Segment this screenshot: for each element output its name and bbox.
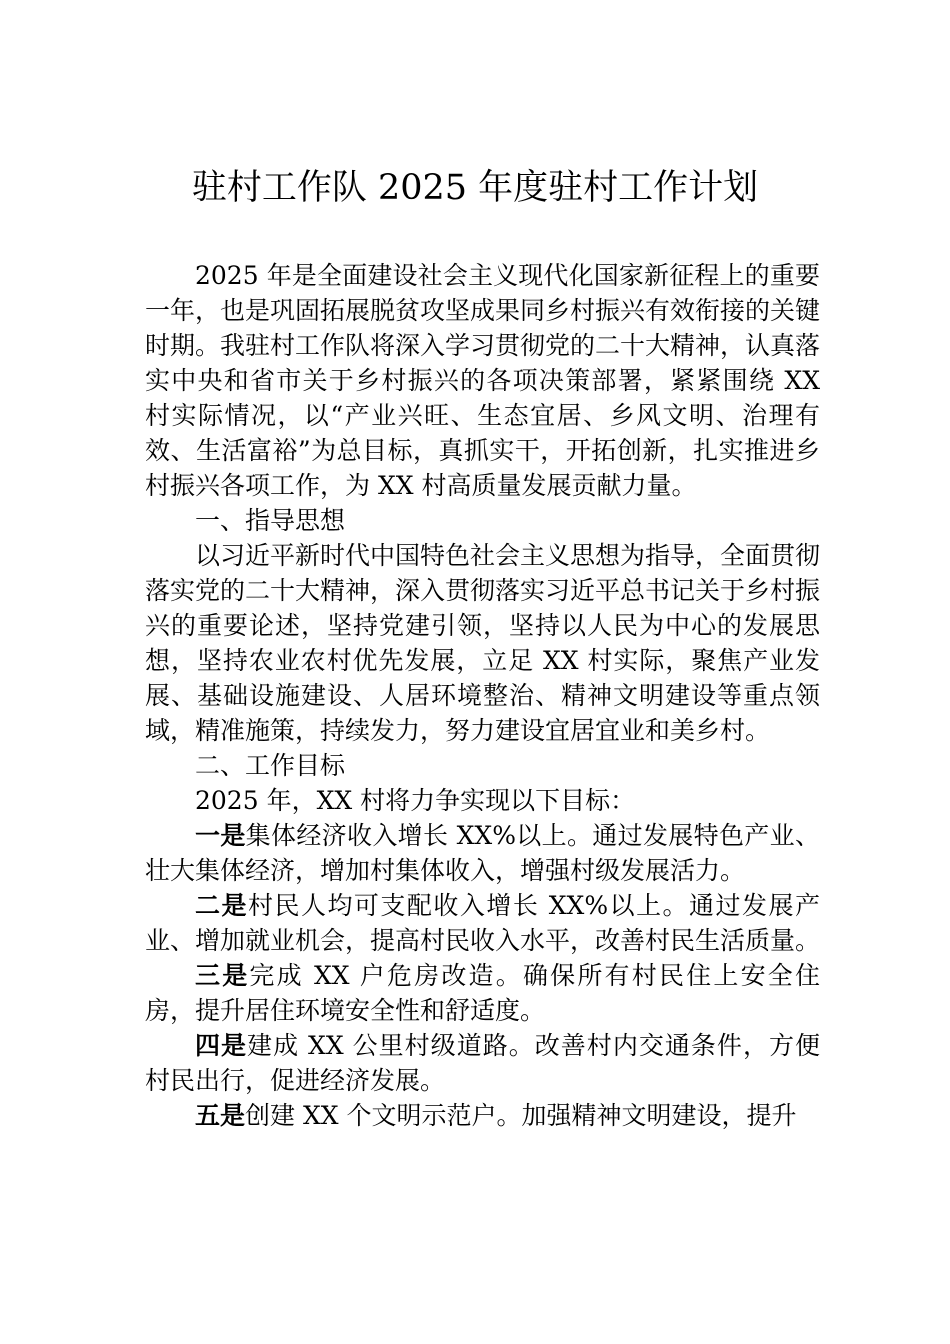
section-heading-work-goals: 二、工作目标	[195, 751, 346, 780]
goal-text: 集体经济收入增长 XX%以上。通过发展特色产业、壮大集体经济，增加村集体收入，增强村级发展活力。	[145, 821, 820, 885]
guiding-ideology-paragraph: 以习近平新时代中国特色社会主义思想为指导，全面贯彻落实党的二十大精神，深入贯彻落实习近平总书记关于乡村振兴的重要论述，坚持党建引领，坚持以人民为中心的发展思想，坚持农业农村优先发展，立足 XX 村实际，聚焦产业发展、基础设施建设、人居环境整治、精神文明建设等重点领域，精准施策，持续发力，努力建设宜居宜业和美乡村。	[145, 541, 821, 745]
goal-text: 完成 XX 户危房改造。确保所有村民住上安全住房，提升居住环境安全性和舒适度。	[145, 961, 820, 1025]
document-body	[145, 258, 820, 1133]
intro-paragraph: 2025 年是全面建设社会主义现代化国家新征程上的重要一年，也是巩固拓展脱贫攻坚成果同乡村振兴有效衔接的关键时期。我驻村工作队将深入学习贯彻党的二十大精神，认真落实中央和省市关于乡村振兴的各项决策部署，紧紧围绕 XX 村实际情况，以“产业兴旺、生态宜居、乡风文明、治理有效、生活富裕”为总目标，真抓实干，开拓创新，扎实推进乡村振兴各项工作，为 XX 村高质量发展贡献力量。	[145, 261, 821, 500]
goal-item	[145, 818, 820, 888]
goal-lead: 四是	[195, 1031, 248, 1060]
goal-lead: 二是	[195, 891, 248, 920]
goal-text: 创建 XX 个文明示范户。加强精神文明建设，提升	[245, 1101, 797, 1130]
goal-item	[145, 958, 820, 1028]
goal-text: 建成 XX 公里村级道路。改善村内交通条件，方便村民出行，促进经济发展。	[145, 1031, 820, 1095]
goal-item	[145, 888, 820, 958]
goal-item	[145, 1098, 820, 1133]
section-heading-guiding-ideology: 一、指导思想	[195, 506, 346, 535]
goal-item	[145, 1028, 820, 1098]
goal-text: 村民人均可支配收入增长 XX%以上。通过发展产业、增加就业机会，提高村民收入水平，改善村民生活质量。	[145, 891, 821, 955]
goal-lead: 五是	[195, 1101, 246, 1130]
goal-lead: 三是	[195, 961, 250, 990]
goal-lead: 一是	[195, 821, 246, 850]
work-goals-intro: 2025 年，XX 村将力争实现以下目标：	[195, 786, 636, 815]
document-title: 驻村工作队 2025 年度驻村工作计划	[191, 168, 759, 208]
